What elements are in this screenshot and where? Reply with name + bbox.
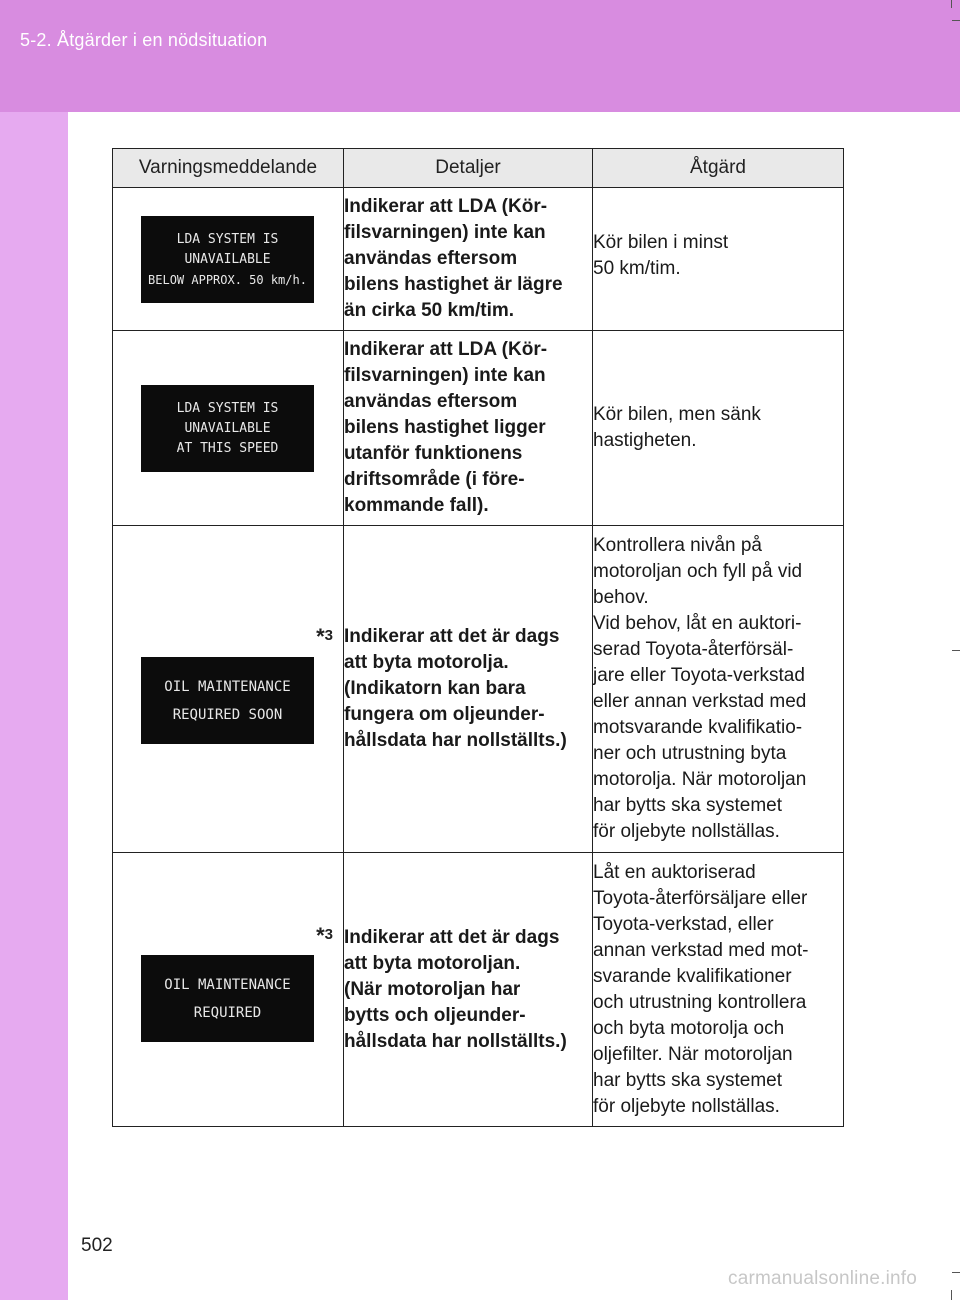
screen-text-line: OIL MAINTENANCE [164, 976, 291, 993]
screen-text-line: REQUIRED SOON [172, 706, 283, 723]
watermark: carmanualsonline.info [728, 1268, 918, 1289]
column-header-action: Åtgärd [593, 149, 844, 188]
details-text-line: bilens hastighet är lägre [344, 274, 563, 295]
side-band [0, 112, 68, 1300]
screen-text-line: LDA SYSTEM IS [176, 400, 279, 416]
action-text-line: Toyota-återförsäljare eller [593, 887, 808, 909]
details-text-line: användas eftersom [344, 248, 518, 269]
details-text-line: Indikerar att LDA (Kör- [344, 196, 548, 217]
action-text-line: och utrustning kontrollera [593, 991, 807, 1013]
table-row [113, 853, 844, 1127]
display-screen-image [141, 385, 314, 472]
details-cell [344, 853, 593, 1127]
footnote-marker: *3 [316, 923, 333, 948]
details-text-line: fungera om oljeunder- [344, 704, 545, 725]
page-number: 502 [81, 1235, 113, 1256]
crop-mark [952, 20, 960, 21]
details-text-line: att byta motoroljan. [344, 952, 521, 974]
action-text-line: serad Toyota-återförsäl- [593, 639, 794, 660]
action-text-line: motsvarande kvalifikatio- [593, 717, 803, 738]
screen-text-line: AT THIS SPEED [176, 440, 279, 456]
action-text-line: Kör bilen, men sänk [593, 404, 761, 425]
action-text-line: Kontrollera nivån på [593, 535, 762, 556]
action-text-line: för oljebyte nollställas. [593, 1095, 780, 1117]
action-text-line: oljefilter. När motoroljan [593, 1043, 793, 1065]
section-title: 5-2. Åtgärder i en nödsituation [20, 30, 268, 50]
crop-mark [952, 1272, 960, 1273]
crop-mark [951, 1290, 952, 1300]
action-text-line: Toyota-verkstad, eller [593, 913, 774, 935]
crop-mark [952, 650, 960, 651]
screen-text-line: UNAVAILABLE [184, 251, 271, 267]
details-text-line: bilens hastighet ligger [344, 417, 546, 438]
details-text-line: utanför funktionens [344, 443, 523, 464]
details-text-line: hållsdata har nollställts.) [344, 1030, 567, 1052]
details-text-line: Indikerar att det är dags [344, 926, 560, 948]
screen-text-line: LDA SYSTEM IS [176, 231, 279, 247]
details-text-line: än cirka 50 km/tim. [344, 300, 515, 321]
action-text-line: motorolja. När motoroljan [593, 769, 807, 790]
action-text-line: 50 km/tim. [593, 258, 681, 279]
display-screen-image [141, 657, 314, 744]
header-band [0, 0, 960, 112]
table-row [113, 526, 844, 853]
details-text-line: användas eftersom [344, 391, 518, 412]
action-text-line: Vid behov, låt en auktori- [593, 613, 802, 634]
details-text-line: kommande fall). [344, 495, 489, 516]
action-text-line: för oljebyte nollställas. [593, 821, 780, 842]
action-text-line: behov. [593, 587, 649, 608]
footnote-marker: *3 [316, 624, 333, 649]
crop-mark [951, 0, 952, 8]
warning-messages-table [112, 148, 844, 1127]
details-cell [344, 331, 593, 526]
details-text-line: Indikerar att det är dags [344, 626, 560, 647]
column-header-details: Detaljer [344, 149, 593, 188]
warning-message-cell [113, 188, 344, 331]
action-text-line: har bytts ska systemet [593, 795, 783, 816]
action-text-line: jare eller Toyota-verkstad [593, 665, 805, 686]
warning-message-cell [113, 526, 344, 853]
action-text-line: har bytts ska systemet [593, 1069, 783, 1091]
action-text-line: Kör bilen i minst [593, 232, 729, 253]
screen-text-line: UNAVAILABLE [184, 420, 271, 436]
details-cell [344, 188, 593, 331]
table-row [113, 331, 844, 526]
action-text-line: Låt en auktoriserad [593, 861, 756, 883]
details-text-line: att byta motorolja. [344, 652, 509, 673]
action-text-line: svarande kvalifikationer [593, 965, 792, 987]
action-text-line: annan verkstad med mot- [593, 939, 809, 961]
action-text-line: och byta motorolja och [593, 1017, 785, 1039]
column-header-warning-message: Varningsmeddelande [113, 149, 344, 188]
action-cell [593, 188, 844, 331]
details-text-line: bytts och oljeunder- [344, 1004, 526, 1026]
details-text-line: (Indikatorn kan bara [344, 678, 526, 699]
details-text-line: Indikerar att LDA (Kör- [344, 339, 548, 360]
action-text-line: eller annan verkstad med [593, 691, 807, 712]
action-text-line: hastigheten. [593, 430, 697, 451]
screen-text-line: OIL MAINTENANCE [164, 678, 291, 695]
action-cell [593, 331, 844, 526]
warning-message-cell [113, 853, 344, 1127]
screen-text-line: REQUIRED [193, 1004, 262, 1021]
action-text-line: motoroljan och fyll på vid [593, 561, 803, 582]
action-cell [593, 526, 844, 853]
display-screen-image [141, 216, 314, 303]
action-cell [593, 853, 844, 1127]
table-row [113, 188, 844, 331]
action-text-line: ner och utrustning byta [593, 743, 787, 764]
details-text-line: filsvarningen) inte kan [344, 365, 546, 386]
screen-text-line: BELOW APPROX. 50 km/h. [148, 272, 307, 287]
details-cell [344, 526, 593, 853]
details-text-line: driftsområde (i före- [344, 469, 525, 490]
details-text-line: hållsdata har nollställts.) [344, 730, 567, 751]
details-text-line: filsvarningen) inte kan [344, 222, 546, 243]
details-text-line: (När motoroljan har [344, 978, 521, 1000]
warning-message-cell [113, 331, 344, 526]
table-header-row [113, 149, 844, 188]
display-screen-image [141, 955, 314, 1042]
